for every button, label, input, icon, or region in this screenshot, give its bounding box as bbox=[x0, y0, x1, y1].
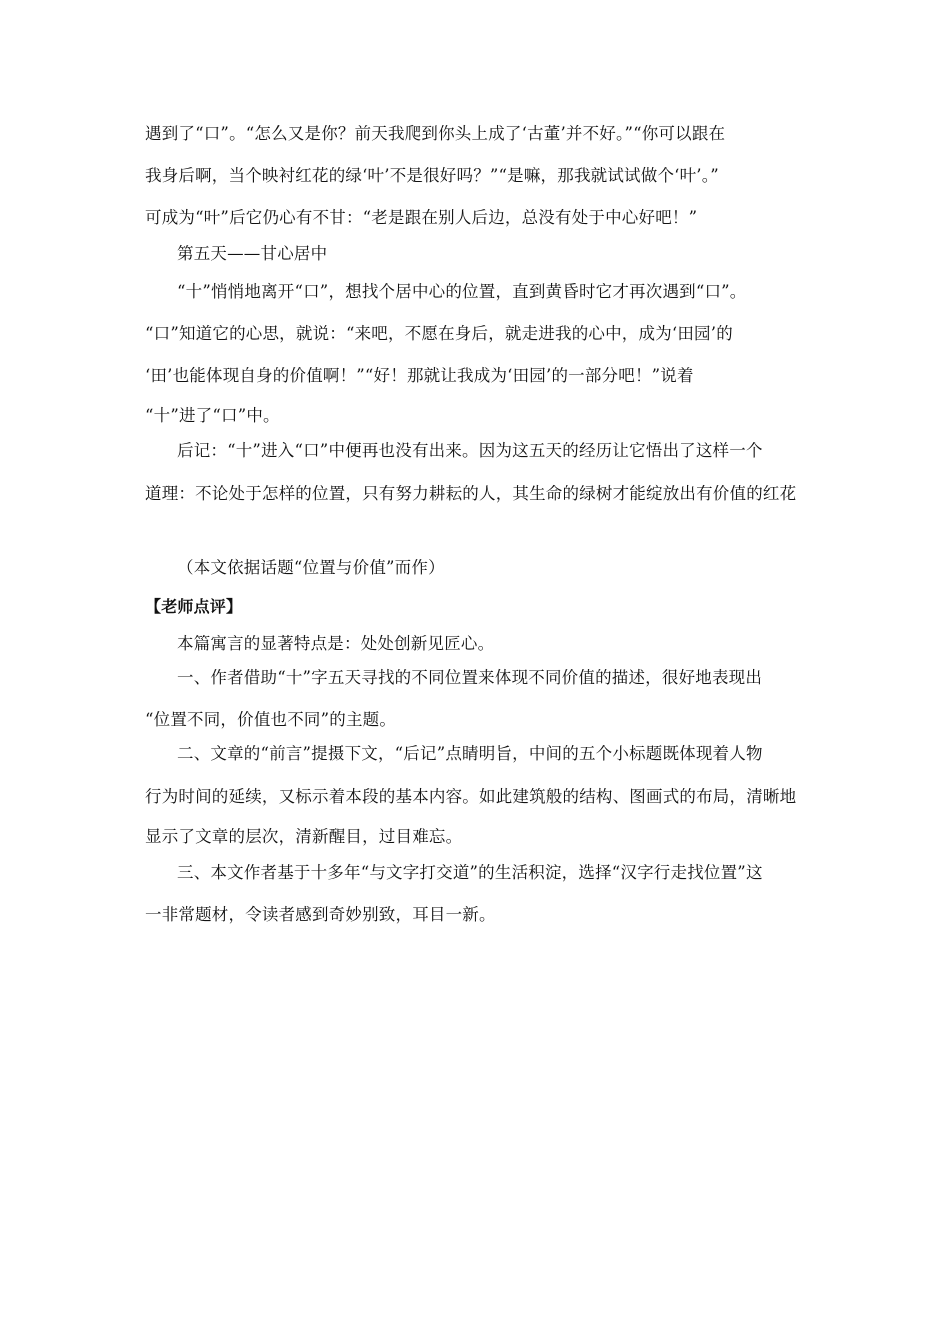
story-line: ‘田’也能体现自身的价值啊！”“好！那就让我成为‘田园’的一部分吧！”说着 bbox=[145, 366, 694, 385]
story-line: “口”知道它的心思，就说：“来吧，不愿在身后，就走进我的心中，成为‘田园’的 bbox=[145, 324, 733, 343]
afterword-line: 道理：不论处于怎样的位置，只有努力耕耘的人，其生命的绿树才能绽放出有价值的红花 bbox=[145, 484, 797, 503]
source-note: （本文依据话题“位置与价值”而作） bbox=[177, 558, 445, 577]
review-heading: 【老师点评】 bbox=[145, 597, 243, 616]
story-line: “十”悄悄地离开“口”，想找个居中心的位置，直到黄昏时它才再次遇到“口”。 bbox=[177, 282, 747, 301]
review-line: 二、文章的“前言”提摄下文，“后记”点睛明旨，中间的五个小标题既体现着人物 bbox=[177, 744, 763, 763]
review-line: 显示了文章的层次，清新醒目，过目难忘。 bbox=[145, 827, 463, 846]
story-line: 遇到了“口”。“怎么又是你？前天我爬到你头上成了‘古董’并不好。”“你可以跟在 bbox=[145, 124, 726, 143]
review-line: “位置不同，价值也不同”的主题。 bbox=[145, 710, 397, 729]
story-line: 可成为“叶”后它仍心有不甘：“老是跟在别人后边，总没有处于中心好吧！” bbox=[145, 208, 698, 227]
review-line: 一非常题材，令读者感到奇妙别致，耳目一新。 bbox=[145, 905, 496, 924]
story-line: “十”进了“口”中。 bbox=[145, 406, 280, 425]
review-line: 本篇寓言的显著特点是：处处创新见匠心。 bbox=[177, 634, 495, 653]
section-subtitle: 第五天——甘心居中 bbox=[177, 244, 328, 263]
review-line: 三、本文作者基于十多年“与文字打交道”的生活积淀，选择“汉字行走找位置”这 bbox=[177, 863, 763, 882]
story-line: 我身后啊，当个映衬红花的绿‘叶’不是很好吗？”“是嘛，那我就试试做个‘叶’。” bbox=[145, 166, 719, 185]
review-line: 行为时间的延续，又标示着本段的基本内容。如此建筑般的结构、图画式的布局，清晰地 bbox=[145, 787, 797, 806]
afterword-line: 后记：“十”进入“口”中便再也没有出来。因为这五天的经历让它悟出了这样一个 bbox=[177, 441, 763, 460]
review-line: 一、作者借助“十”字五天寻找的不同位置来体现不同价值的描述，很好地表现出 bbox=[177, 668, 763, 687]
